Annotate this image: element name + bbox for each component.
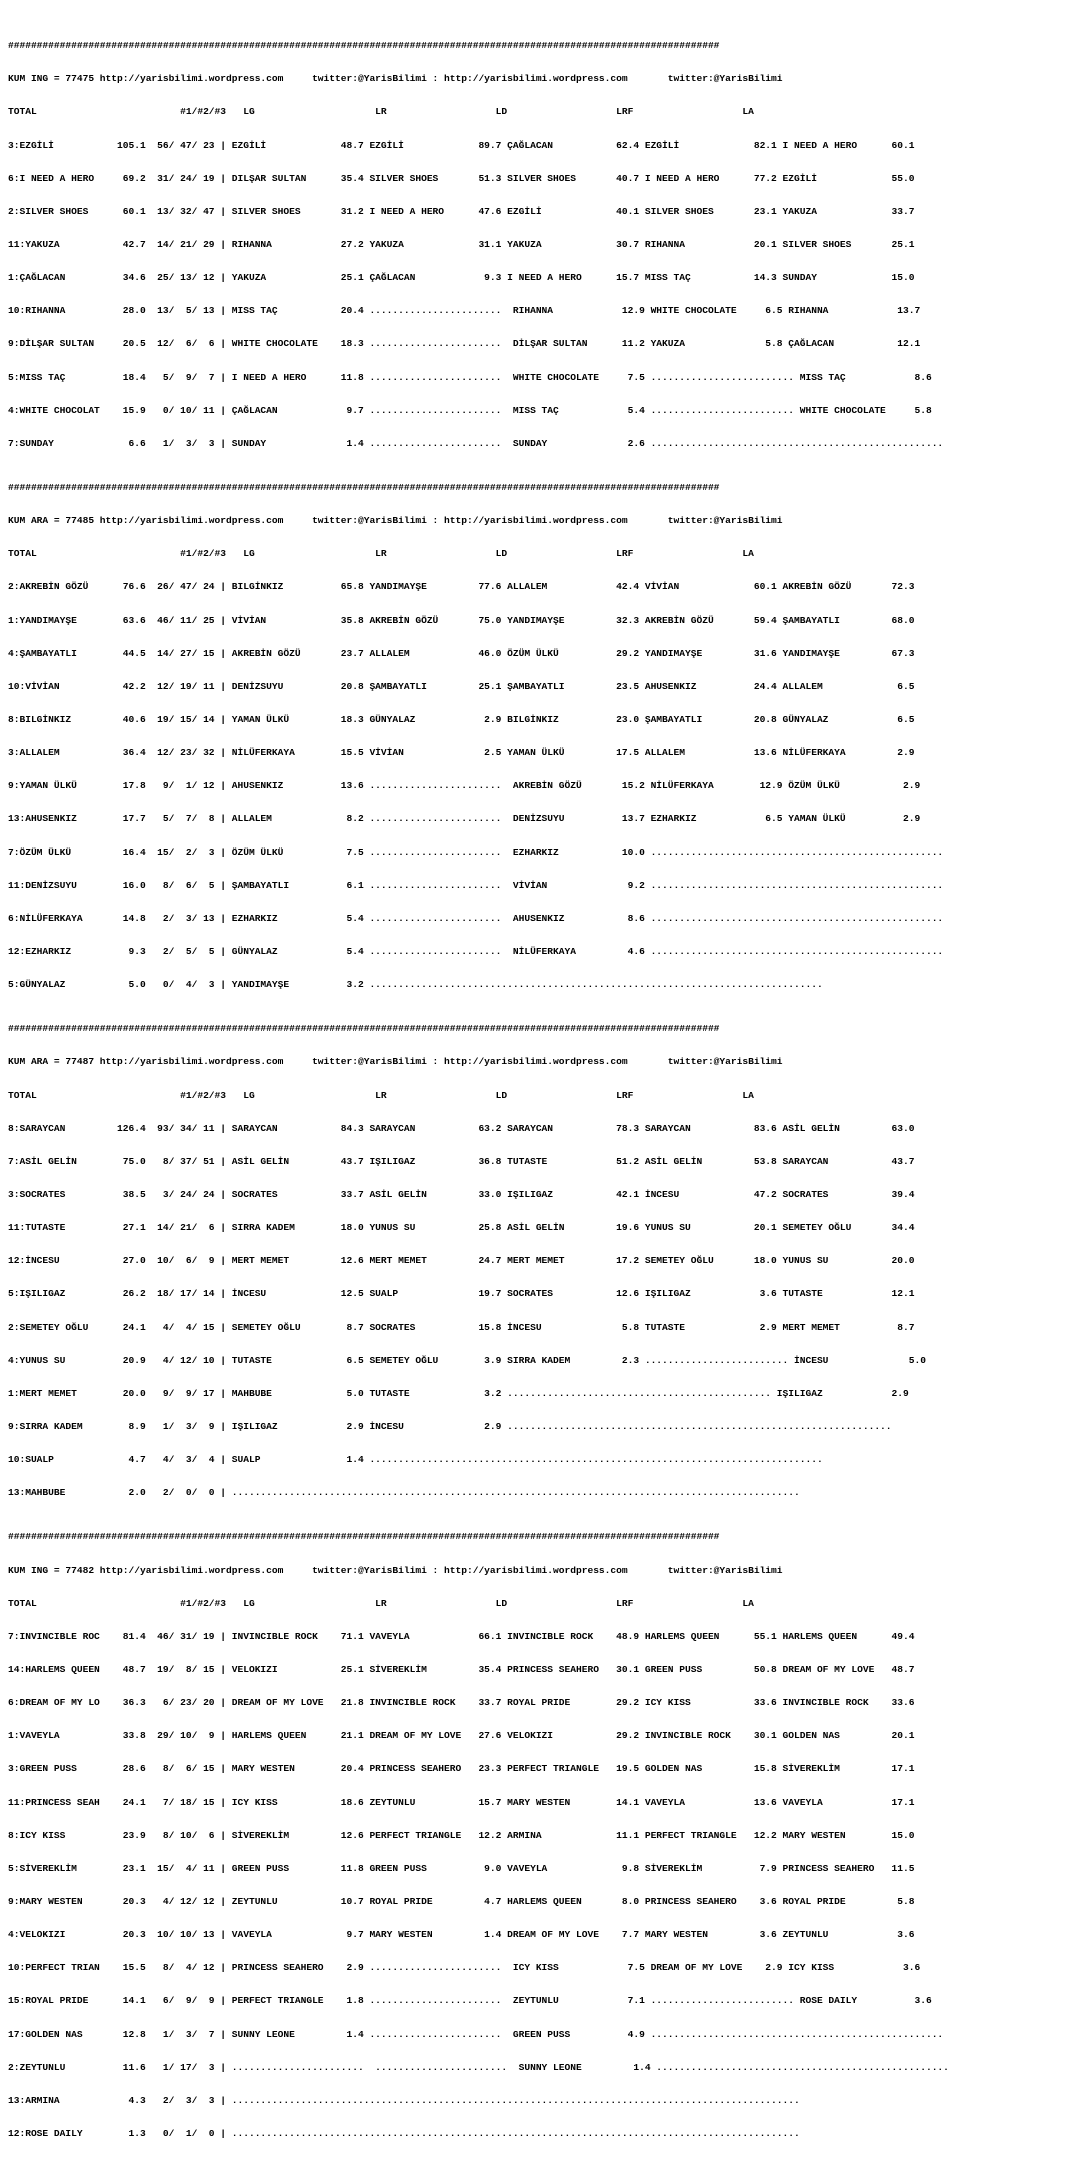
- table-row: 5:IŞILIGAZ 26.2 18/ 17/ 14 | İNCESU 12.5 SUALP 19.7 SOCRATES 12.6 IŞILIGAZ 3.6 TUTASTE 12.1: [8, 1288, 915, 1300]
- race-stats-sheet: [8, 7, 1070, 2161]
- table-row: 10:RIHANNA 28.0 13/ 5/ 13 | MISS TAÇ 20.4 ....................... RIHANNA 12.9 WHITE CHOCOLATE 6.5 RIHANNA 13.7: [8, 305, 921, 317]
- table-row: 7:ASİL GELİN 75.0 8/ 37/ 51 | ASİL GELİN 43.7 IŞILIGAZ 36.8 TUTASTE 51.2 ASİL GELİN 53.8 SARAYCAN 43.7: [8, 1155, 915, 1167]
- table-row: 8:SARAYCAN 126.4 93/ 34/ 11 | SARAYCAN 84.3 SARAYCAN 63.2 SARAYCAN 78.3 SARAYCAN 83.6 ASİL GELİN 63.0: [8, 1122, 915, 1134]
- table-row: 11:TUTASTE 27.1 14/ 21/ 6 | SIRRA KADEM 18.0 YUNUS SU 25.8 ASİL GELİN 19.6 YUNUS SU 20.1 SEMETEY OĞLU 34.4: [8, 1222, 915, 1234]
- table-row: 1:ÇAĞLACAN 34.6 25/ 13/ 12 | YAKUZA 25.1 ÇAĞLACAN 9.3 I NEED A HERO 15.7 MISS TAÇ 14.3 SUNDAY 15.0: [8, 272, 915, 284]
- table-row: 11:PRINCESS SEAH 24.1 7/ 18/ 15 | ICY KISS 18.6 ZEYTUNLU 15.7 MARY WESTEN 14.1 VAVEYLA 13.6 VAVEYLA 17.1: [8, 1796, 915, 1808]
- table-row: 10:SUALP 4.7 4/ 3/ 4 | SUALP 1.4 ...............................................................................: [8, 1454, 823, 1466]
- table-row: 6:I NEED A HERO 69.2 31/ 24/ 19 | DILŞAR SULTAN 35.4 SILVER SHOES 51.3 SILVER SHOES 40.7 I NEED A HERO 77.2 EZGİLİ 55.0: [8, 172, 915, 184]
- table-row: 11:YAKUZA 42.7 14/ 21/ 29 | RIHANNA 27.2 YAKUZA 31.1 YAKUZA 30.7 RIHANNA 20.1 SILVER SHOES 25.1: [8, 238, 915, 250]
- table-row: 1:VAVEYLA 33.8 29/ 10/ 9 | HARLEMS QUEEN 21.1 DREAM OF MY LOVE 27.6 VELOKIZI 29.2 INVINCIBLE ROCK 30.1 GOLDEN NAS 20.1: [8, 1730, 915, 1742]
- table-row: 13:ARMINA 4.3 2/ 3/ 3 | ...................................................................................................: [8, 2094, 800, 2106]
- table-row: 12:İNCESU 27.0 10/ 6/ 9 | MERT MEMET 12.6 MERT MEMET 24.7 MERT MEMET 17.2 SEMETEY OĞLU 18.0 YUNUS SU 20.0: [8, 1255, 915, 1267]
- table-row: 11:DENİZSUYU 16.0 8/ 6/ 5 | ŞAMBAYATLI 6.1 ....................... VİVİAN 9.2 ...................................................: [8, 879, 944, 891]
- table-row: 8:BILGİNKIZ 40.6 19/ 15/ 14 | YAMAN ÜLKÜ 18.3 GÜNYALAZ 2.9 BILGİNKIZ 23.0 ŞAMBAYATLI 20.8 GÜNYALAZ 6.5: [8, 714, 915, 725]
- table-row: 13:AHUSENKIZ 17.7 5/ 7/ 8 | ALLALEM 8.2 ....................... DENİZSUYU 13.7 EZHARKIZ 6.5 YAMAN ÜLKÜ 2.9: [8, 813, 921, 825]
- table-row: 3:SOCRATES 38.5 3/ 24/ 24 | SOCRATES 33.7 ASİL GELİN 33.0 IŞILIGAZ 42.1 İNCESU 47.2 SOCRATES 39.4: [8, 1189, 915, 1201]
- table-row: 9:YAMAN ÜLKÜ 17.8 9/ 1/ 12 | AHUSENKIZ 13.6 ....................... AKREBİN GÖZÜ 15.2 NİLÜFERKAYA 12.9 ÖZÜM ÜLKÜ 2.9: [8, 780, 921, 792]
- separator: ############################################################################################################################: [8, 40, 720, 52]
- column-header: TOTAL #1/#2/#3 LG LR LD LRF LA: [8, 1089, 754, 1101]
- table-row: 8:ICY KISS 23.9 8/ 10/ 6 | SİVEREKLİM 12.6 PERFECT TRIANGLE 12.2 ARMINA 11.1 PERFECT TRIANGLE 12.2 MARY WESTEN 15.0: [8, 1829, 915, 1841]
- table-row: 2:ZEYTUNLU 11.6 1/ 17/ 3 | ....................... ....................... SUNNY LEONE 1.4 ...................................................: [8, 2061, 949, 2073]
- table-row: 6:DREAM OF MY LO 36.3 6/ 23/ 20 | DREAM OF MY LOVE 21.8 INVINCIBLE ROCK 33.7 ROYAL PRIDE 29.2 ICY KISS 33.6 INVINCIBLE ROCK 33.6: [8, 1697, 915, 1709]
- table-row: 13:MAHBUBE 2.0 2/ 0/ 0 | ...................................................................................................: [8, 1487, 800, 1499]
- table-row: 2:SEMETEY OĞLU 24.1 4/ 4/ 15 | SEMETEY OĞLU 8.7 SOCRATES 15.8 İNCESU 5.8 TUTASTE 2.9 MERT MEMET 8.7: [8, 1321, 915, 1333]
- block-header: KUM ARA = 77485 http://yarisbilimi.wordpress.com twitter:@YarisBilimi : http://yarisbilimi.wordpress.com twitter:@YarisBilimi: [8, 515, 783, 527]
- block-header: KUM ING = 77475 http://yarisbilimi.wordpress.com twitter:@YarisBilimi : http://yarisbilimi.wordpress.com twitter:@YarisBilimi: [8, 73, 783, 85]
- table-row: 12:EZHARKIZ 9.3 2/ 5/ 5 | GÜNYALAZ 5.4 ....................... NİLÜFERKAYA 4.6 ...................................................: [8, 945, 944, 957]
- table-row: 17:GOLDEN NAS 12.8 1/ 3/ 7 | SUNNY LEONE 1.4 ....................... GREEN PUSS 4.9 ...................................................: [8, 2028, 944, 2040]
- table-row: 10:VİVİAN 42.2 12/ 19/ 11 | DENİZSUYU 20.8 ŞAMBAYATLI 25.1 ŞAMBAYATLI 23.5 AHUSENKIZ 24.4 ALLALEM 6.5: [8, 680, 915, 692]
- table-row: 5:MISS TAÇ 18.4 5/ 9/ 7 | I NEED A HERO 11.8 ....................... WHITE CHOCOLATE 7.5 ......................... MISS TAÇ 8.6: [8, 371, 932, 383]
- table-row: 7:ÖZÜM ÜLKÜ 16.4 15/ 2/ 3 | ÖZÜM ÜLKÜ 7.5 ....................... EZHARKIZ 10.0 ...................................................: [8, 846, 944, 858]
- table-row: 6:NİLÜFERKAYA 14.8 2/ 3/ 13 | EZHARKIZ 5.4 ....................... AHUSENKIZ 8.6 ...................................................: [8, 912, 944, 924]
- separator: ############################################################################################################################: [8, 1531, 720, 1543]
- table-row: 9:DİLŞAR SULTAN 20.5 12/ 6/ 6 | WHITE CHOCOLATE 18.3 ....................... DİLŞAR SULTAN 11.2 YAKUZA 5.8 ÇAĞLACAN 12.1: [8, 338, 921, 350]
- table-row: 1:MERT MEMET 20.0 9/ 9/ 17 | MAHBUBE 5.0 TUTASTE 3.2 .............................................. IŞILIGAZ 2.9: [8, 1387, 909, 1399]
- table-row: 5:GÜNYALAZ 5.0 0/ 4/ 3 | YANDIMAYŞE 3.2 ...............................................................................: [8, 979, 823, 991]
- separator: ############################################################################################################################: [8, 482, 720, 494]
- table-row: 4:ŞAMBAYATLI 44.5 14/ 27/ 15 | AKREBİN GÖZÜ 23.7 ALLALEM 46.0 ÖZÜM ÜLKÜ 29.2 YANDIMAYŞE 31.6 YANDIMAYŞE 67.3: [8, 647, 915, 659]
- table-row: 5:SİVEREKLİM 23.1 15/ 4/ 11 | GREEN PUSS 11.8 GREEN PUSS 9.0 VAVEYLA 9.8 SİVEREKLİM 7.9 PRINCESS SEAHERO 11.5: [8, 1862, 915, 1874]
- table-row: 3:GREEN PUSS 28.6 8/ 6/ 15 | MARY WESTEN 20.4 PRINCESS SEAHERO 23.3 PERFECT TRIANGLE 19.5 GOLDEN NAS 15.8 SİVEREKLİM 17.1: [8, 1763, 915, 1775]
- block-header: KUM ING = 77482 http://yarisbilimi.wordpress.com twitter:@YarisBilimi : http://yarisbilimi.wordpress.com twitter:@YarisBilimi: [8, 1564, 783, 1576]
- table-row: 2:AKREBİN GÖZÜ 76.6 26/ 47/ 24 | BILGİNKIZ 65.8 YANDIMAYŞE 77.6 ALLALEM 42.4 VİVİAN 60.1 AKREBİN GÖZÜ 72.3: [8, 581, 915, 593]
- table-row: 4:WHITE CHOCOLAT 15.9 0/ 10/ 11 | ÇAĞLACAN 9.7 ....................... MISS TAÇ 5.4 ......................... WHITE CHOCOLATE 5.8: [8, 404, 932, 416]
- table-row: 10:PERFECT TRIAN 15.5 8/ 4/ 12 | PRINCESS SEAHERO 2.9 ....................... ICY KISS 7.5 DREAM OF MY LOVE 2.9 ICY KISS 3.6: [8, 1962, 921, 1974]
- column-header: TOTAL #1/#2/#3 LG LR LD LRF LA: [8, 1597, 754, 1609]
- column-header: TOTAL #1/#2/#3 LG LR LD LRF LA: [8, 106, 754, 118]
- table-row: 12:ROSE DAILY 1.3 0/ 1/ 0 | ...................................................................................................: [8, 2128, 800, 2139]
- table-row: 7:SUNDAY 6.6 1/ 3/ 3 | SUNDAY 1.4 ....................... SUNDAY 2.6 ...................................................: [8, 437, 944, 449]
- table-row: 9:MARY WESTEN 20.3 4/ 12/ 12 | ZEYTUNLU 10.7 ROYAL PRIDE 4.7 HARLEMS QUEEN 8.0 PRINCESS SEAHERO 3.6 ROYAL PRIDE 5.8: [8, 1896, 915, 1908]
- table-row: 7:INVINCIBLE ROC 81.4 46/ 31/ 19 | INVINCIBLE ROCK 71.1 VAVEYLA 66.1 INVINCIBLE ROCK 48.9 HARLEMS QUEEN 55.1 HARLEMS QUEEN 49.4: [8, 1630, 915, 1642]
- table-row: 15:ROYAL PRIDE 14.1 6/ 9/ 9 | PERFECT TRIANGLE 1.8 ....................... ZEYTUNLU 7.1 ......................... ROSE DAILY 3.6: [8, 1995, 932, 2007]
- table-row: 14:HARLEMS QUEEN 48.7 19/ 8/ 15 | VELOKIZI 25.1 SİVEREKLİM 35.4 PRINCESS SEAHERO 30.1 GREEN PUSS 50.8 DREAM OF MY LOVE 48.7: [8, 1664, 915, 1676]
- table-row: 2:SILVER SHOES 60.1 13/ 32/ 47 | SILVER SHOES 31.2 I NEED A HERO 47.6 EZGİLİ 40.1 SILVER SHOES 23.1 YAKUZA 33.7: [8, 205, 915, 217]
- table-row: 1:YANDIMAYŞE 63.6 46/ 11/ 25 | VİVİAN 35.8 AKREBİN GÖZÜ 75.0 YANDIMAYŞE 32.3 AKREBİN GÖZÜ 59.4 ŞAMBAYATLI 68.0: [8, 614, 915, 626]
- table-row: 9:SIRRA KADEM 8.9 1/ 3/ 9 | IŞILIGAZ 2.9 İNCESU 2.9 ...................................................................: [8, 1421, 892, 1432]
- table-row: 3:EZGİLİ 105.1 56/ 47/ 23 | EZGİLİ 48.7 EZGİLİ 89.7 ÇAĞLACAN 62.4 EZGİLİ 82.1 I NEED A HERO 60.1: [8, 139, 915, 151]
- table-row: 4:VELOKIZI 20.3 10/ 10/ 13 | VAVEYLA 9.7 MARY WESTEN 1.4 DREAM OF MY LOVE 7.7 MARY WESTEN 3.6 ZEYTUNLU 3.6: [8, 1929, 915, 1941]
- separator: ############################################################################################################################: [8, 1023, 720, 1035]
- block-header: KUM ARA = 77487 http://yarisbilimi.wordpress.com twitter:@YarisBilimi : http://yarisbilimi.wordpress.com twitter:@YarisBilimi: [8, 1056, 783, 1068]
- column-header: TOTAL #1/#2/#3 LG LR LD LRF LA: [8, 548, 754, 560]
- table-row: 4:YUNUS SU 20.9 4/ 12/ 10 | TUTASTE 6.5 SEMETEY OĞLU 3.9 SIRRA KADEM 2.3 ......................... İNCESU 5.0: [8, 1354, 926, 1366]
- table-row: 3:ALLALEM 36.4 12/ 23/ 32 | NİLÜFERKAYA 15.5 VİVİAN 2.5 YAMAN ÜLKÜ 17.5 ALLALEM 13.6 NİLÜFERKAYA 2.9: [8, 747, 915, 759]
